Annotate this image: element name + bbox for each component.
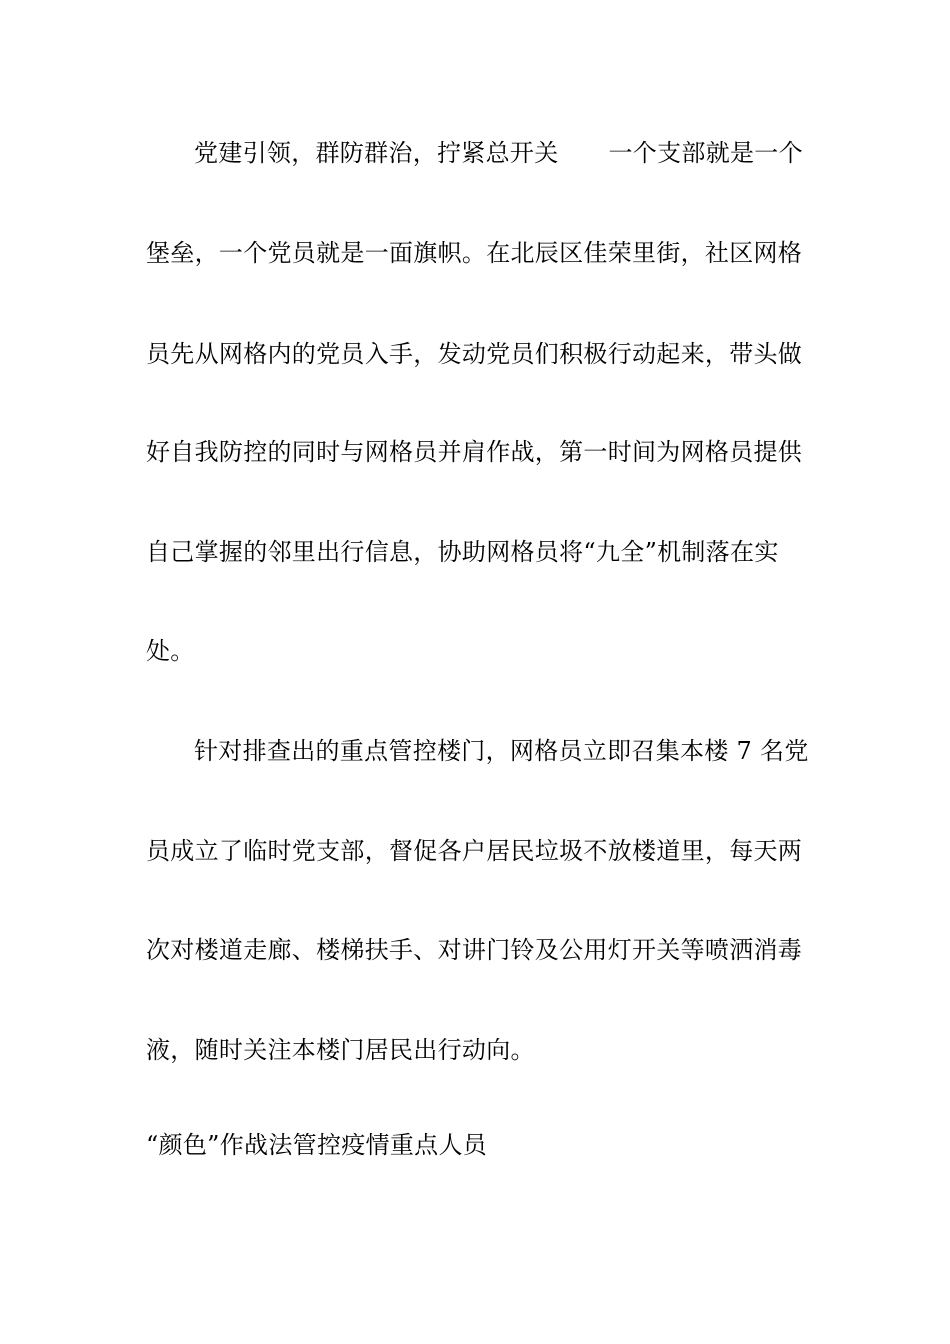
paragraph-1-line-4: 好自我防控的同时与网格员并肩作战，第一时间为网格员提供 <box>146 438 803 466</box>
paragraph-1-line-3: 员先从网格内的党员入手，发动党员们积极行动起来，带头做 <box>146 340 803 368</box>
paragraph-1-line-6: 处。 <box>146 637 195 665</box>
section-heading-1: 党建引领，群防群治，拧紧总开关 <box>194 139 559 167</box>
paragraph-1-line-2: 堡垒，一个党员就是一面旗帜。在北辰区佳荣里街，社区网格 <box>146 239 803 267</box>
paragraph-2-line-3: 次对楼道走廊、楼梯扶手、对讲门铃及公用灯开关等喷洒消毒 <box>146 936 803 964</box>
paragraph-2-line-1: 针对排查出的重点管控楼门，网格员立即召集本楼 7 名党 <box>194 737 809 765</box>
section-heading-2: “颜色”作战法管控疫情重点人员 <box>146 1131 488 1159</box>
paragraph-1-text-start: 一个支部就是一个 <box>608 139 803 167</box>
paragraph-2-line-4: 液，随时关注本楼门居民出行动向。 <box>146 1036 535 1064</box>
paragraph-2-line-2: 员成立了临时党支部，督促各户居民垃圾不放楼道里，每天两 <box>146 837 803 865</box>
paragraph-1-line-1 <box>194 138 814 168</box>
paragraph-1-line-5: 自己掌握的邻里出行信息，协助网格员将“九全”机制落在实 <box>146 538 779 566</box>
